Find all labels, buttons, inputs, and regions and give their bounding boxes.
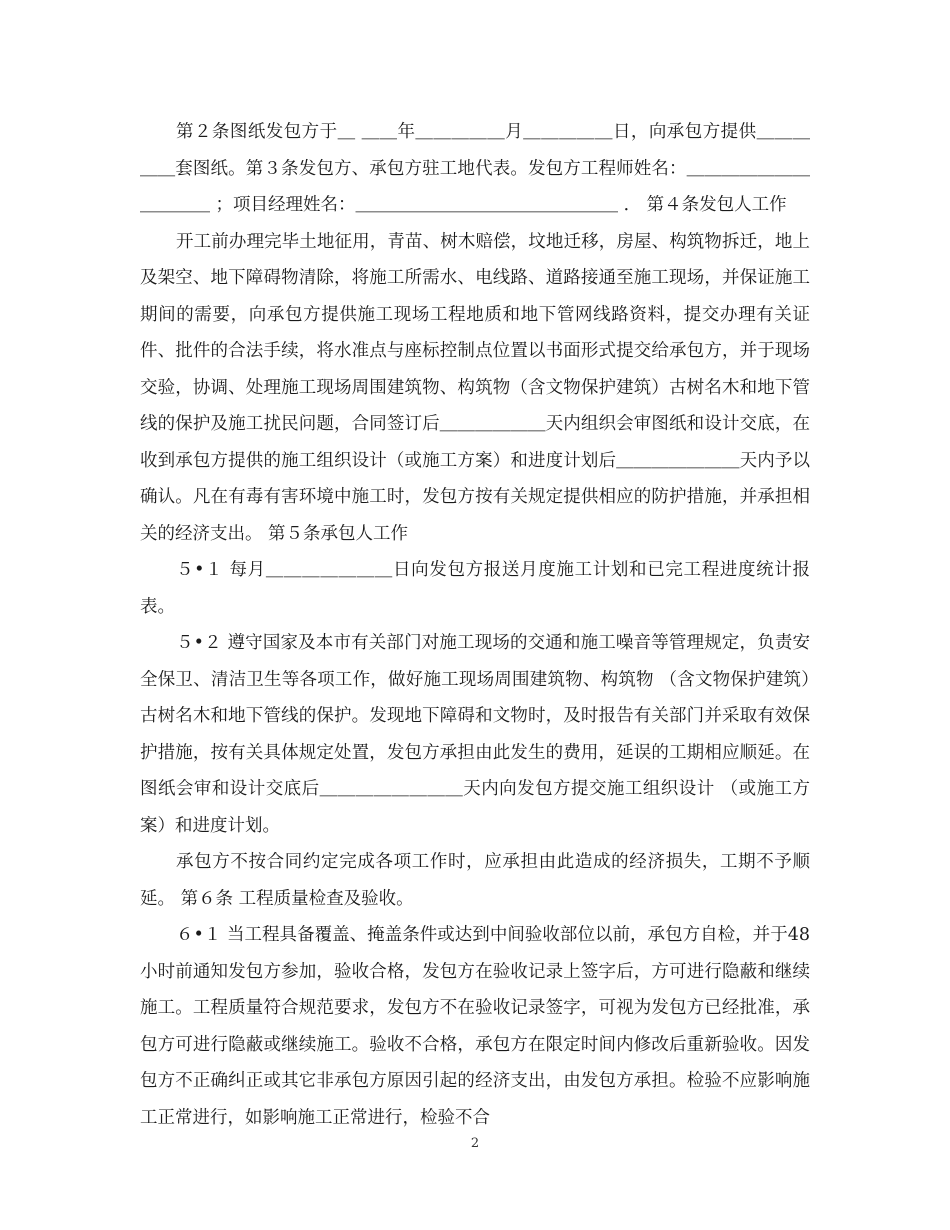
paragraph-clause-6-1: ６•１ 当工程具备覆盖、掩盖条件或达到中间验收部位以前，承包方自检，并于48小时前通知发包方参加，验收合格，发包方在验收记录上签字后，方可进行隐蔽和继续施工。工程质量符合规范要求，发包方不在验收记录签字，可视为发包方已经批准，承包方可进行隐蔽或继续施工。验收不合格，承包方在限定时间内修改后重新验收。因发包方不正确纠正或其它非承包方原因引起的经济支出，由发包方承担。检验不应影响施工正常进行，如影响施工正常进行，检验不合: [140, 925, 810, 1128]
paragraph-contractor-liability: 承包方不按合同约定完成各项工作时，应承担由此造成的经济损失，工期不予顺延。 第６条 工程质量检查及验收。: [140, 852, 810, 909]
page-number: 2: [470, 1136, 480, 1151]
paragraph-article-2-3-4: 第２条图纸发包方于＿ ＿＿年＿＿＿＿＿月＿＿＿＿＿日，向承包方提供＿＿＿＿＿套图纸。第３条发包方、承包方驻工地代表。发包方工程师姓名：＿＿＿＿＿＿＿＿＿＿＿ ；项目经理姓名：＿＿＿＿＿＿＿＿＿＿＿＿＿＿＿ ． 第４条发包人工作: [140, 122, 810, 215]
paragraph-clause-5-1: ５•１ 每月＿＿＿＿＿＿＿日向发包方报送月度施工计划和已完工程进度统计报表。: [140, 560, 810, 617]
document-body: [140, 114, 810, 1136]
paragraph-employer-duties: 开工前办理完毕土地征用，青苗、树木赔偿，坟地迁移，房屋、构筑物拆迁，地上及架空、地下障碍物清除，将施工所需水、电线路、道路接通至施工现场，并保证施工期间的需要，向承包方提供施工现场工程地质和地下管网线路资料，提交办理有关证件、批件的合法手续，将水准点与座标控制点位置以书面形式提交给承包方，并于现场交验，协调、处理施工现场周围建筑物、构筑物（含文物保护建筑）古树名木和地下管线的保护及施工扰民问题，合同签订后＿＿＿＿＿＿天内组织会审图纸和设计交底，在收到承包方提供的施工组织设计（或施工方案）和进度计划后＿＿＿＿＿＿＿天内予以确认。凡在有毒有害环境中施工时，发包方按有关规定提供相应的防护措施，并承担相关的经济支出。 第５条承包人工作: [140, 231, 810, 544]
paragraph-clause-5-2: ５•２ 遵守国家及本市有关部门对施工现场的交通和施工噪音等管理规定，负责安全保卫、清洁卫生等各项工作，做好施工现场周围建筑物、构筑物 （含文物保护建筑）古树名木和地下管线的保护。发现地下障碍和文物时，及时报告有关部门并采取有效保护措施，按有关具体规定处置，发包方承担由此发生的费用，延误的工期相应顺延。在图纸会审和设计交底后＿＿＿＿＿＿＿＿天内向发包方提交施工组织设计 （或施工方案）和进度计划。: [140, 633, 810, 836]
